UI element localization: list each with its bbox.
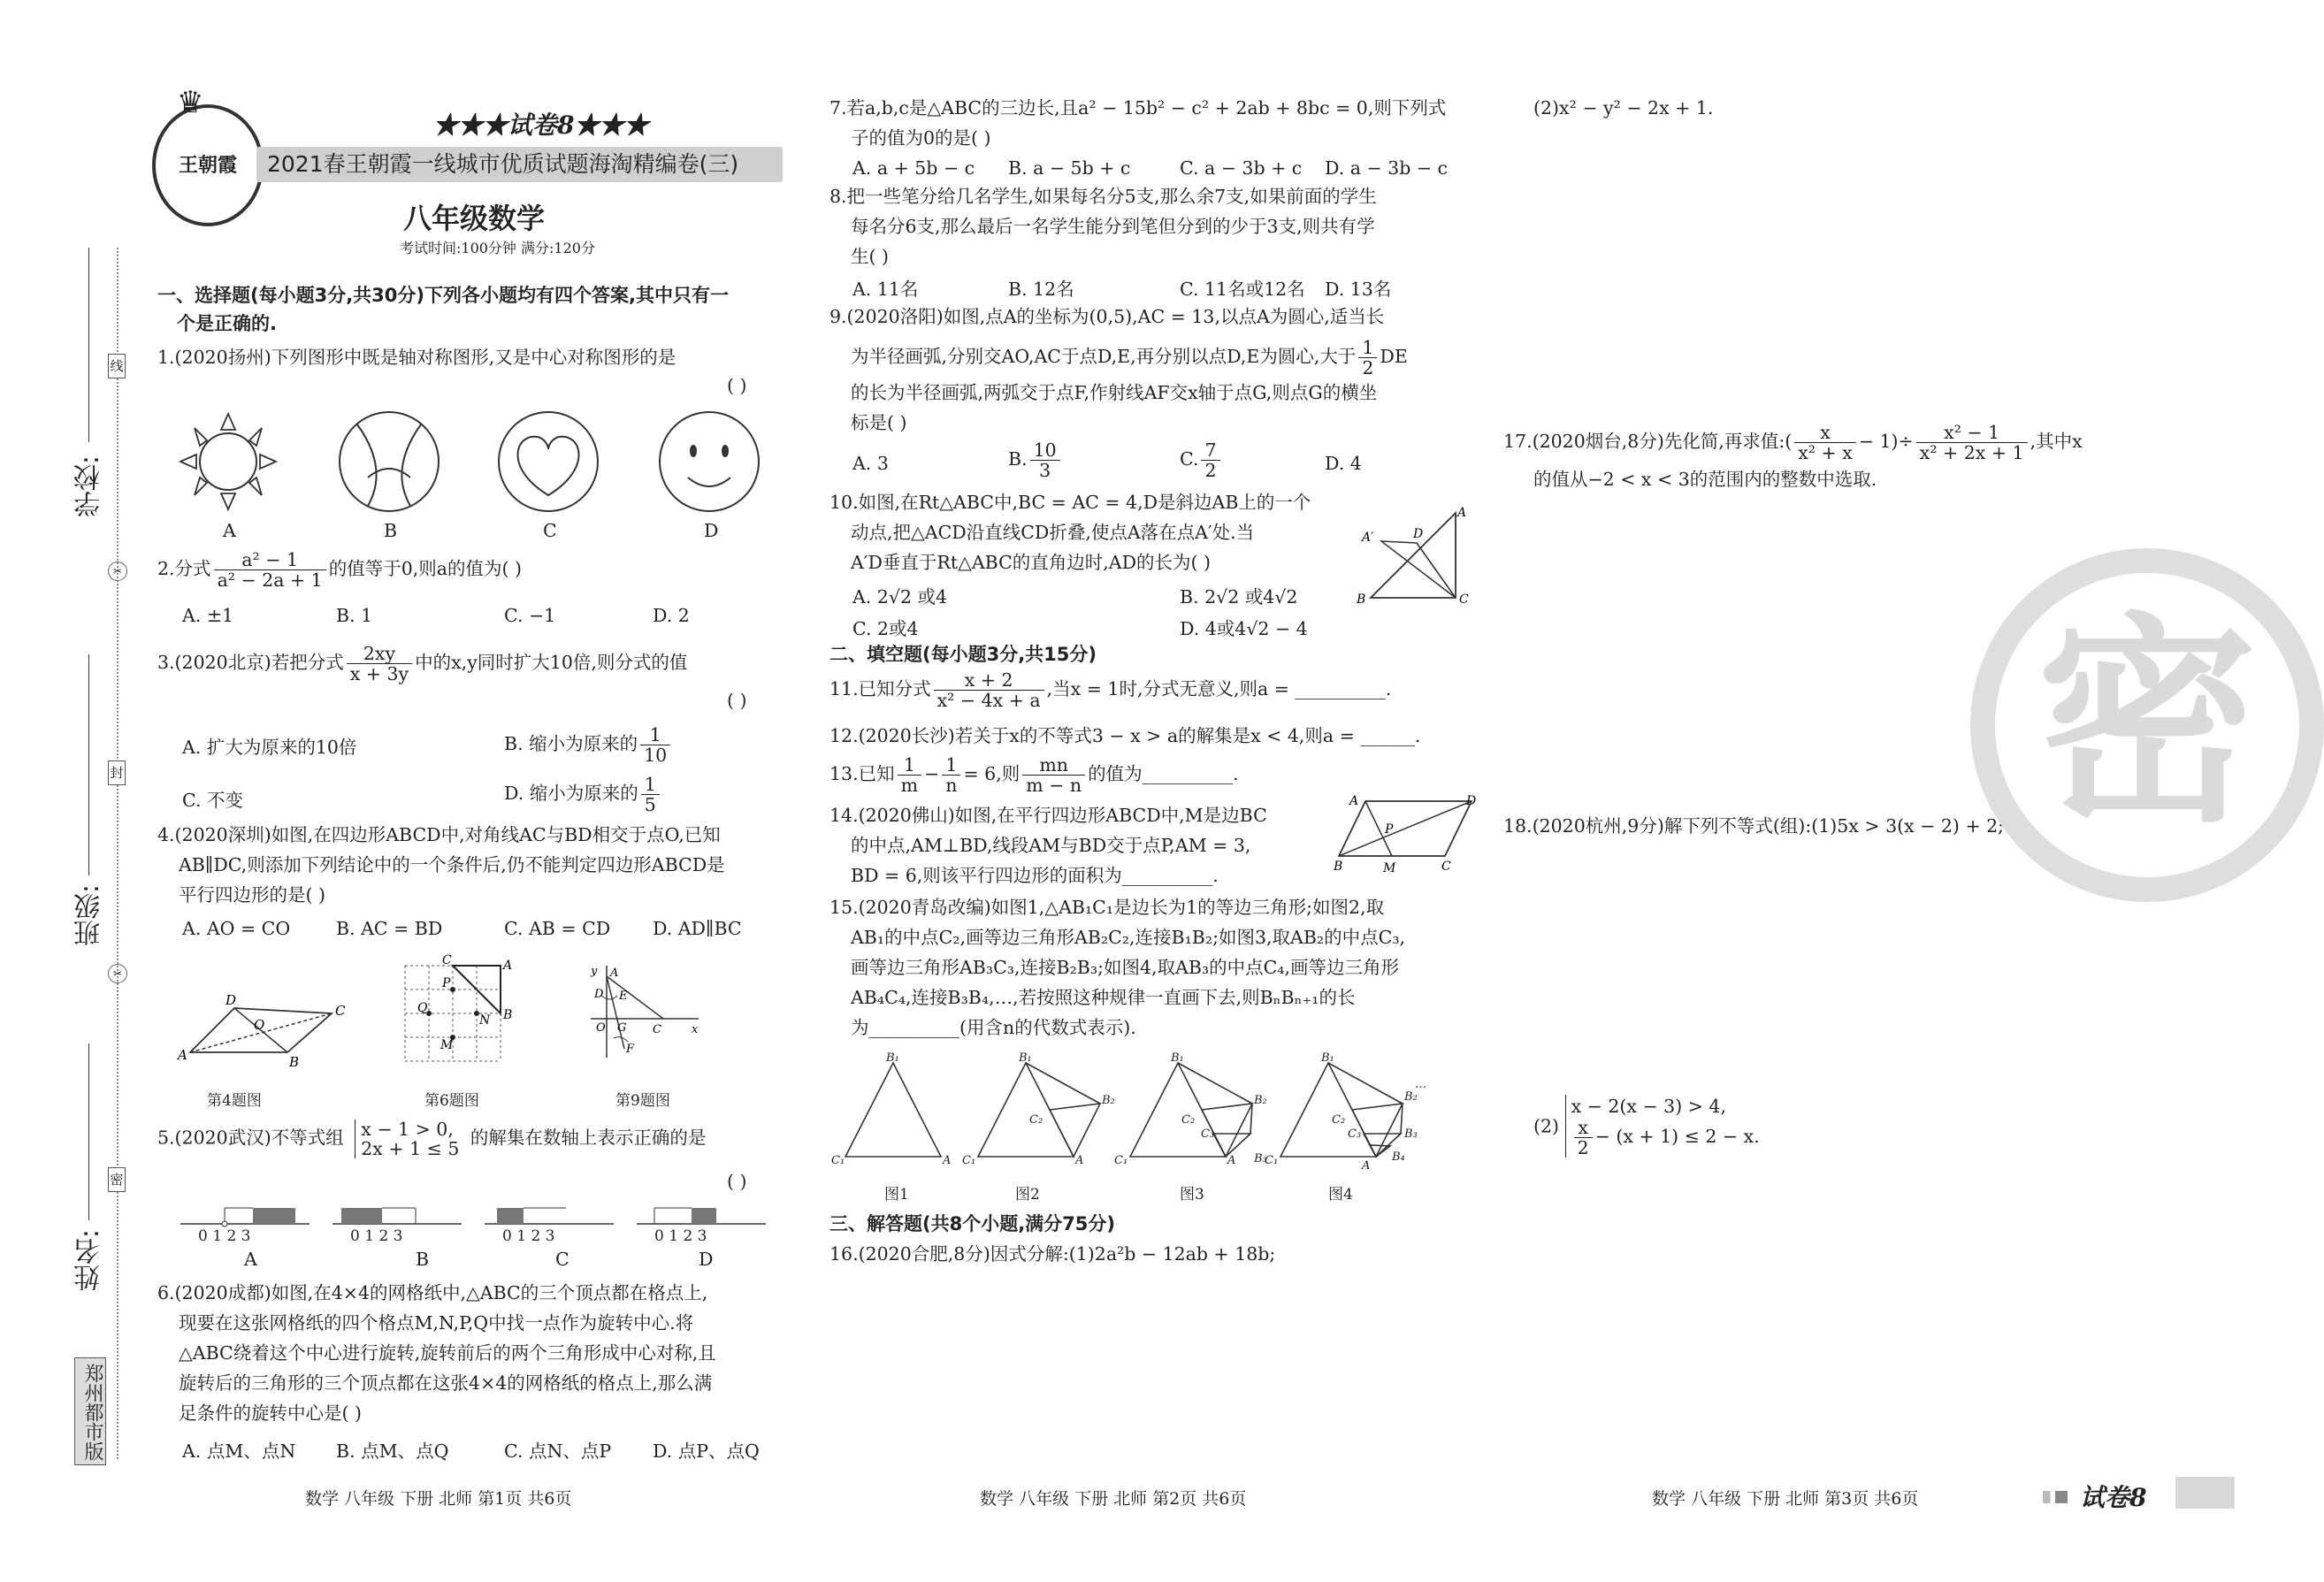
q6-option-a: A. 点M、点N [182,1441,296,1462]
q12-text: 12.(2020长沙)若关于x的不等式3 − x > a的解集是x < 4,则a = ______. [829,725,1421,746]
q17-f2 [1916,423,2028,462]
q9-optb-frac [1030,440,1060,480]
q13-f2 [942,755,960,795]
svg-text:B₄: B₄ [1392,1150,1405,1164]
q18-sys2-post: − (x + 1) ≤ 2 − x. [1594,1126,1760,1147]
q6-option-d: D. 点P、点Q [653,1441,760,1462]
q18-part1: 18.(2020杭州,9分)解下列不等式(组):(1)5x > 3(x − 2) + 2; [1503,815,2005,837]
svg-text:G: G [617,1021,627,1035]
q17-line2: 的值从−2 < x < 3的范围内的整数中选取. [1533,469,1877,490]
svg-text:B: B [503,1008,513,1022]
q15-line4: AB₄C₄,连接B₃B₄,…,若按照这种规律一直画下去,则BₙBₙ₊₁的长 [851,987,1356,1008]
q3-optb-pre: B. 缩小为原来的 [504,733,638,754]
svg-text:C₂: C₂ [1332,1113,1346,1127]
q15-line1: 15.(2020青岛改编)如图1,△AB₁C₁是边长为1的等边三角形;如图2,取 [829,897,1385,918]
q3-paren: ( ) [727,690,747,711]
svg-text:A′: A′ [1362,531,1374,545]
q3-optb-num: 1 [640,725,670,745]
q9-line1: 9.(2020洛阳)如图,点A的坐标为(0,5),AC = 13,以点A为圆心,适当长 [829,306,1385,327]
q9-optc-num: 7 [1201,440,1219,461]
svg-text:B₂: B₂ [1254,1094,1267,1107]
svg-text:C: C [653,1023,661,1036]
numberline-c [485,1208,614,1224]
svg-text:B₃: B₃ [1404,1127,1418,1141]
q13-f1 [898,755,921,795]
q5-pre: 5.(2020武汉)不等式组 [157,1127,344,1149]
q2-num: a² − 1 [214,550,326,570]
q1-paren: ( ) [727,375,747,396]
q6-line4: 旋转后的三角形的三个顶点都在这张4×4的网格纸的格点上,那么满 [179,1372,713,1394]
seal-mark-secret: 密 [108,1167,126,1192]
q9-optc-pre: C. [1180,448,1199,470]
q18-sys2-den: 2 [1577,1137,1589,1158]
svg-text:B: B [1334,860,1343,874]
q13-pre: 13.已知 [829,763,895,784]
q17-mid: − 1)÷ [1858,431,1914,452]
q4-option-b: B. AC = BD [336,918,443,939]
figure-q15 [829,1051,1449,1173]
q5-ticks-d: 0 1 2 3 [654,1227,707,1245]
q10-option-a: A. 2√2 或4 [852,586,948,608]
footer-page3: 数学 八年级 下册 北师 第3页 共6页 [1652,1489,1919,1509]
q3-option-b [504,725,673,765]
q4-option-c: C. AB = CD [504,918,611,939]
q9-line2-post: DE [1380,346,1408,367]
q3-option-d [504,775,662,814]
q3-optd-pre: D. 缩小为原来的 [504,783,638,804]
svg-text:B₂: B₂ [1404,1090,1418,1104]
q6-option-c: C. 点N、点P [504,1441,612,1462]
svg-text:E: E [619,990,628,1003]
q10-option-b: B. 2√2 或4√2 [1180,586,1298,608]
q3-pre: 3.(2020北京)若把分式 [157,652,344,673]
svg-text:B: B [289,1054,300,1070]
q1-label-d: D [704,520,719,541]
q13-n2: 1 [942,755,960,776]
q17-n1: x [1794,423,1856,443]
q7-option-b: B. a − 5b + c [1008,157,1131,179]
q2-post: 的值等于0,则a的值为( ) [328,558,523,579]
exam-info: 考试时间:100分钟 满分:120分 [400,240,595,256]
q6-line2: 现要在这张网格纸的四个格点M,N,P,Q中找一点作为旋转中心.将 [179,1312,694,1334]
seal-mark-line: 线 [108,354,126,378]
svg-text:O: O [596,1021,606,1035]
q18-sys1: x − 2(x − 3) > 4, [1571,1096,1726,1117]
q2-option-d: D. 2 [653,605,690,626]
q3-num: 2xy [347,644,412,664]
svg-text:C₃: C₃ [1201,1127,1215,1141]
fig9-caption: 第9题图 [615,1092,670,1110]
q15-fig1-caption: 图1 [884,1186,909,1204]
q11-frac [934,670,1044,710]
q9-optb-pre: B. [1008,448,1028,470]
svg-text:P: P [442,976,451,990]
svg-text:C: C [1459,592,1469,607]
svg-text:C₃: C₃ [1348,1127,1362,1141]
q8-option-d: D. 13名 [1325,279,1392,300]
q7-option-c: C. a − 3b + c [1180,157,1303,179]
q2-option-c: C. −1 [504,605,556,626]
q9-half-num: 1 [1358,338,1377,358]
q9-option-a: A. 3 [852,453,889,474]
svg-text:B₁: B₁ [1171,1051,1184,1065]
q5-ticks-a: 0 1 2 3 [198,1227,251,1245]
svg-text:…: … [1415,1078,1426,1091]
q1-label-b: B [384,520,398,541]
svg-text:A: A [1075,1154,1084,1167]
class-label: 班级: [74,884,105,947]
q9-line4: 标是( ) [851,412,907,433]
svg-text:A: A [1349,794,1359,808]
svg-text:C₂: C₂ [1029,1113,1044,1127]
class-blank [88,654,90,875]
figure-circle-arcs [340,412,439,511]
q10-line2: 动点,把△ACD沿直线CD折叠,使点A落在点A′处.当 [851,522,1255,543]
svg-text:C₁: C₁ [1114,1154,1128,1167]
svg-text:A: A [1457,506,1467,520]
cut-icon: ✂ [108,964,127,983]
svg-text:A: A [1227,1154,1236,1167]
q8-line3: 生( ) [851,246,890,267]
sidebar [53,248,150,1530]
section3-title: 三、解答题(共8个小题,满分75分) [829,1213,1116,1234]
q7-option-d: D. a − 3b − c [1325,157,1449,179]
q13-mid2: = 6,则 [963,763,1021,784]
numberline-d [637,1208,766,1224]
name-blank [88,1043,90,1220]
figure-smiley [660,412,759,511]
figure-q14 [1334,794,1475,874]
svg-text:B₃: B₃ [1254,1152,1267,1165]
crown-icon: ♛ [177,85,204,120]
section1-title2: 个是正确的. [177,313,277,334]
q17-n2: x² − 1 [1916,423,2028,443]
series-label: ★★★试卷8★★★ [433,111,649,140]
q18-frac [1574,1118,1593,1158]
q9-optc-frac [1201,440,1219,480]
secret-watermark [1970,548,2324,902]
q17-f1 [1794,423,1856,462]
q11-post: ,当x = 1时,分式无意义,则a = __________. [1046,678,1392,699]
q9-optb-num: 10 [1030,440,1060,461]
svg-text:D: D [1466,794,1477,808]
q1-text: 1.(2020扬州)下列图形中既是轴对称图形,又是中心对称图形的是 [157,347,677,368]
svg-text:M: M [440,1038,454,1052]
figure-q10 [1353,506,1468,612]
q13-text [829,755,1239,795]
q15-fig1 [845,1063,941,1157]
svg-text:C₁: C₁ [962,1154,976,1167]
q7-option-a: A. a + 5b − c [852,157,975,179]
svg-text:D: D [226,992,237,1008]
svg-text:Q: Q [417,1001,428,1015]
svg-text:A: A [503,959,513,973]
q14-line3: BD = 6,则该平行四边形的面积为__________. [851,865,1219,886]
figure-sun [180,414,276,509]
region-box [74,1357,106,1465]
q5-ticks-b: 0 1 2 3 [350,1227,403,1245]
svg-text:B₁: B₁ [886,1051,899,1065]
fig4-caption: 第4题图 [207,1092,262,1110]
q3-option-a: A. 扩大为原来的10倍 [182,737,357,758]
figure-q6 [403,953,527,1072]
q5-sys1: x − 1 > 0, [361,1119,454,1140]
logo [152,104,264,226]
svg-text:A: A [178,1047,187,1063]
logo-text: 王朝霞 [178,154,237,177]
svg-text:B₁: B₁ [1019,1051,1032,1065]
q15-fig4 [1280,1063,1403,1157]
q8-line1: 8.把一些笔分给几名学生,如果每名分5支,那么余7支,如果前面的学生 [829,186,1377,207]
svg-text:D: D [594,988,604,1001]
q2-den: a² − 2a + 1 [217,569,323,591]
binding-line [117,248,119,1459]
q8-line2: 每名分6支,那么最后一名学生能分到笔但分到的少于3支,则共有学 [851,216,1375,237]
svg-text:B₂: B₂ [1102,1094,1115,1107]
q17-d1: x² + x [1798,442,1853,463]
q9-option-d: D. 4 [1325,453,1362,474]
q18-system [1565,1095,1760,1158]
cut-icon: ✂ [108,562,127,581]
q11-num: x + 2 [934,670,1044,691]
q3-optd-fraction [641,775,660,814]
q9-line2 [851,338,1408,378]
q10-line3: A′D垂直于Rt△ABC的直角边时,AD的长为( ) [851,552,1212,573]
q7-line1: 7.若a,b,c是△ABC的三边长,且a² − 15b² − c² + 2ab + 8bc = 0,则下列式 [829,97,1447,118]
q11-pre: 11.已知分式 [829,678,931,699]
figure-heart [499,412,598,511]
q10-option-d: D. 4或4√2 − 4 [1180,618,1308,639]
exam-title: 2021春王朝霞一线城市优质试题海淘精编卷(三) [267,151,739,177]
q9-option-c [1180,440,1223,480]
footer-bar [2175,1477,2235,1509]
subject-title: 八年级数学 [403,202,546,235]
q6-line1: 6.(2020成都)如图,在4×4的网格纸中,△ABC的三个顶点都在格点上, [157,1282,708,1303]
q14-line2: 的中点,AM⊥BD,线段AM与BD交于点P,AM = 3, [851,835,1251,856]
q16-part1: 16.(2020合肥,8分)因式分解:(1)2a²b − 12ab + 18b; [829,1243,1276,1265]
section2-title: 二、填空题(每小题3分,共15分) [829,644,1097,665]
q15-fig4-caption: 图4 [1328,1186,1353,1204]
q2-text [157,550,522,590]
q18-sys2-num: x [1574,1118,1593,1138]
title-banner [256,147,783,182]
q9-line2-pre: 为半径画弧,分别交AO,AC于点D,E,再分别以点D,E为圆心,大于 [851,346,1357,367]
q17-pre: 17.(2020烟台,8分)先化简,再求值:( [1503,431,1793,452]
q6-option-b: B. 点M、点Q [336,1441,449,1462]
q5-ticks-c: 0 1 2 3 [502,1227,555,1245]
q15-line3: 画等边三角形AB₃C₃,连接B₂B₃;如图4,取AB₃的中点C₄,画等边三角形 [851,957,1400,978]
q2-pre: 2.分式 [157,558,211,579]
q3-post: 中的x,y同时扩大10倍,则分式的值 [415,652,688,673]
q11-den: x² − 4x + a [936,690,1041,711]
numberline-a [180,1208,310,1227]
q6-line5: 足条件的旋转中心是( ) [179,1402,363,1424]
q2-option-b: B. 1 [336,605,373,626]
footer-page2: 数学 八年级 下册 北师 第2页 共6页 [980,1489,1247,1509]
q18-p2-pre: (2) [1533,1115,1560,1137]
q4-line1: 4.(2020深圳)如图,在四边形ABCD中,对角线AC与BD相交于点O,已知 [157,824,721,845]
q1-label-c: C [543,520,557,541]
q13-d1: m [900,775,919,796]
q3-optb-den: 10 [644,745,668,766]
q8-option-a: A. 11名 [852,279,919,300]
svg-text:C₁: C₁ [831,1154,845,1167]
q3-fraction [347,644,412,684]
q5-system [355,1120,459,1158]
q2-option-a: A. ±1 [182,605,234,626]
q5-text [157,1120,706,1158]
q9-optb-den: 3 [1039,460,1051,481]
q9-optc-den: 2 [1204,460,1217,481]
school-label: 学校: [74,455,105,518]
svg-text:O: O [254,1017,265,1033]
q11-text [829,670,1391,710]
svg-text:N: N [479,1013,491,1028]
q9-half-den: 2 [1362,357,1374,378]
q6-line3: △ABC绕着这个中心进行旋转,旋转前后的两个三角形成中心对称,且 [179,1342,716,1364]
section1-title: 一、选择题(每小题3分,共30分)下列各小题均有四个答案,其中只有一 [157,285,729,306]
figure-q9 [582,960,706,1066]
svg-text:P: P [1385,822,1394,837]
footer-page1: 数学 八年级 下册 北师 第1页 共6页 [305,1489,572,1509]
svg-text:A: A [1362,1159,1371,1173]
region-label: 郑州都市版 [81,1364,103,1461]
q15-fig3-caption: 图3 [1180,1186,1204,1204]
svg-text:B: B [1357,592,1366,607]
q18-part2 [1533,1095,1760,1158]
numberline-b [333,1208,462,1224]
q8-option-c: C. 11名或12名 [1180,279,1305,300]
q1-label-a: A [223,520,236,541]
q13-mid: − [924,763,940,784]
q13-d2: n [945,775,958,796]
q7-line2: 子的值为0的是( ) [851,127,991,149]
q10-line1: 10.如图,在Rt△ABC中,BC = AC = 4,D是斜边AB上的一个 [829,492,1311,513]
svg-text:A: A [943,1154,952,1167]
figure-q4 [172,990,349,1070]
q5-label-b: B [416,1249,430,1270]
q13-n3: mn [1022,755,1085,776]
fig6-caption: 第6题图 [424,1092,479,1110]
svg-text:C: C [335,1003,346,1019]
footer-deco [2043,1491,2068,1503]
q4-line3: 平行四边形的是( ) [179,884,326,906]
svg-text:x: x [692,1023,699,1036]
q5-sys2: 2x + 1 ≤ 5 [361,1138,460,1159]
q17-post: ,其中x [2030,431,2083,452]
q15-line5: 为__________(用含n的代数式表示). [851,1017,1136,1038]
svg-text:F: F [626,1043,635,1056]
svg-text:C: C [442,953,452,967]
q15-fig2-caption: 图2 [1015,1186,1040,1204]
q3-text [157,644,687,684]
q5-label-a: A [244,1249,257,1270]
q3-optd-num: 1 [641,775,660,795]
q13-post: 的值为__________. [1088,763,1239,784]
svg-text:M: M [1383,861,1396,875]
q14-line1: 14.(2020佛山)如图,在平行四边形ABCD中,M是边BC [829,805,1267,826]
q5-paren: ( ) [727,1171,747,1192]
q3-optd-den: 5 [644,794,656,815]
q3-option-c: C. 不变 [182,790,243,811]
svg-text:B₁: B₁ [1321,1051,1334,1065]
q5-label-d: D [699,1249,714,1270]
q4-option-d: D. AD∥BC [653,918,742,939]
school-blank [88,248,90,442]
q3-den: x + 3y [349,663,409,684]
q15-fig2 [978,1063,1100,1157]
q16-part2: (2)x² − y² − 2x + 1. [1533,97,1714,118]
q17-d2: x² + 2x + 1 [1919,442,2024,463]
q9-option-b [1008,440,1063,480]
seal-mark-seal: 封 [108,760,126,785]
svg-text:C₂: C₂ [1181,1113,1196,1127]
q4-option-a: A. AO = CO [182,918,291,939]
q13-f3 [1022,755,1085,795]
q5-post: 的解集在数轴上表示正确的是 [470,1127,707,1149]
q9-line3: 的长为半径画弧,两弧交于点F,作射线AF交x轴于点G,则点G的横坐 [851,382,1378,403]
q13-d3: m − n [1026,775,1082,796]
q5-label-c: C [555,1249,570,1270]
q9-half [1358,338,1377,378]
svg-text:y: y [591,965,598,978]
watermark-text: 密 [2037,594,2258,852]
svg-text:C₁: C₁ [1265,1154,1279,1167]
q10-option-c: C. 2或4 [852,618,919,639]
q8-option-b: B. 12名 [1008,279,1074,300]
svg-text:C: C [1441,860,1451,874]
q17-text [1503,423,2083,462]
svg-text:D: D [1413,527,1424,541]
q15-line2: AB₁的中点C₂,画等边三角形AB₂C₂,连接B₁B₂;如图3,取AB₂的中点C₃, [851,927,1406,948]
q3-optb-fraction [640,725,670,765]
footer-tag: 试卷8 [2080,1483,2147,1512]
q18-sys2 [1571,1118,1760,1158]
q13-n1: 1 [898,755,921,776]
q15-fig3 [1130,1063,1252,1157]
q2-fraction [214,550,326,590]
q4-line2: AB∥DC,则添加下列结论中的一个条件后,仍不能判定四边形ABCD是 [179,854,725,875]
name-label: 姓名: [74,1229,105,1292]
svg-text:A: A [610,967,619,980]
